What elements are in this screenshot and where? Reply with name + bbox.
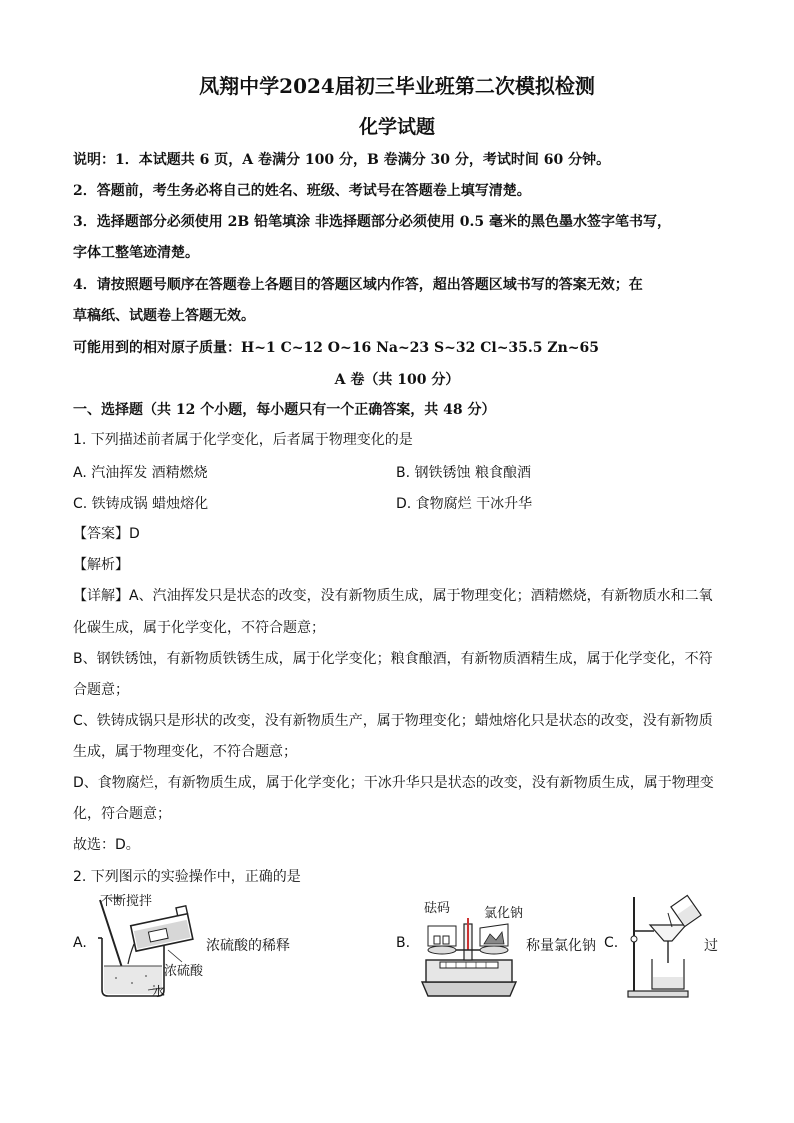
q2-option-a-letter: A. — [73, 935, 87, 951]
label-conc-acid: 浓硫酸 — [164, 964, 204, 979]
q2-option-b-caption: 称量氯化钠 — [526, 938, 596, 954]
q2-option-b-letter: B. — [396, 935, 411, 951]
page-subtitle: 化学试题 — [358, 116, 435, 138]
instruction-line: 草稿纸、试题卷上答题无效。 — [73, 308, 255, 324]
filtration-diagram — [620, 893, 702, 1001]
q2-option-c-caption: 过 — [704, 938, 718, 954]
label-weights: 砝码 — [424, 901, 451, 916]
q1-detail-line: B、钢铁锈蚀，有新物质铁锈生成，属于化学变化；粮食酿酒，有新物质酒精生成，属于化学变化，不符 — [73, 651, 713, 667]
q1-option-c: C. 铁铸成锅 蜡烛熔化 — [73, 496, 209, 512]
q2-option-c-letter: C. — [604, 935, 619, 951]
instruction-line: 3．选择题部分必须使用 2B 铅笔填涂 非选择题部分必须使用 0.5 毫米的黑色墨水签字笔书写， — [73, 214, 672, 230]
label-stir: 不断搅拌 — [100, 894, 153, 909]
q1-answer: 【答案】D — [73, 526, 140, 542]
q1-detail-line: C、铁铸成锅只是形状的改变，没有新物质生产，属于物理变化；蜡烛熔化只是状态的改变，没有新物质 — [73, 713, 713, 729]
q1-conclusion: 故选：D。 — [73, 837, 140, 853]
instruction-line: 字体工整笔迹清楚。 — [73, 245, 199, 261]
q2-option-a-caption: 浓硫酸的稀释 — [206, 938, 290, 954]
instruction-line: 说明：1．本试题共 6 页，A 卷满分 100 分，B 卷满分 30 分，考试时间 60 分钟。 — [73, 152, 611, 168]
label-water: 水 — [152, 985, 166, 1000]
part-one-heading: 一、选择题（共 12 个小题，每小题只有一个正确答案，共 48 分） — [73, 402, 496, 418]
q1-option-b: B. 钢铁锈蚀 粮食酿酒 — [396, 465, 531, 481]
q1-detail-line: 合题意； — [73, 682, 129, 698]
q1-detail-line: 【详解】A、汽油挥发只是状态的改变，没有新物质生成，属于物理变化；酒精燃烧，有新物质水和二氧 — [73, 588, 713, 604]
question-1-stem: 1. 下列描述前者属于化学变化，后者属于物理变化的是 — [73, 432, 413, 448]
q1-option-a: A. 汽油挥发 酒精燃烧 — [73, 465, 208, 481]
q1-option-d: D. 食物腐烂 干冰升华 — [396, 496, 533, 512]
q1-analysis-label: 【解析】 — [73, 557, 129, 573]
instruction-line: 2．答题前，考生务必将自己的姓名、班级、考试号在答题卷上填写清楚。 — [73, 183, 531, 199]
question-2-stem: 2. 下列图示的实验操作中，正确的是 — [73, 869, 301, 885]
q1-detail-line: 化碳生成，属于化学变化，不符合题意； — [73, 620, 325, 636]
label-nacl: 氯化钠 — [484, 906, 524, 921]
page-title: 凤翔中学2024届初三毕业班第二次模拟检测 — [199, 74, 595, 98]
atomic-mass-line: 可能用到的相对原子质量：H~1 C~12 O~16 Na~23 S~32 Cl~35.5 Zn~65 — [73, 340, 600, 356]
section-a-heading: A 卷（共 100 分） — [334, 372, 460, 388]
instruction-line: 4．请按照题号顺序在答题卷上各题目的答题区域内作答，超出答题区域书写的答案无效；在 — [73, 277, 643, 293]
q1-detail-line: 化，符合题意； — [73, 806, 171, 822]
q1-detail-line: 生成，属于物理变化，不符合题意； — [73, 744, 297, 760]
q1-detail-line: D、食物腐烂，有新物质生成，属于化学变化；干冰升华只是状态的改变，没有新物质生成，属于物理变 — [73, 775, 714, 791]
